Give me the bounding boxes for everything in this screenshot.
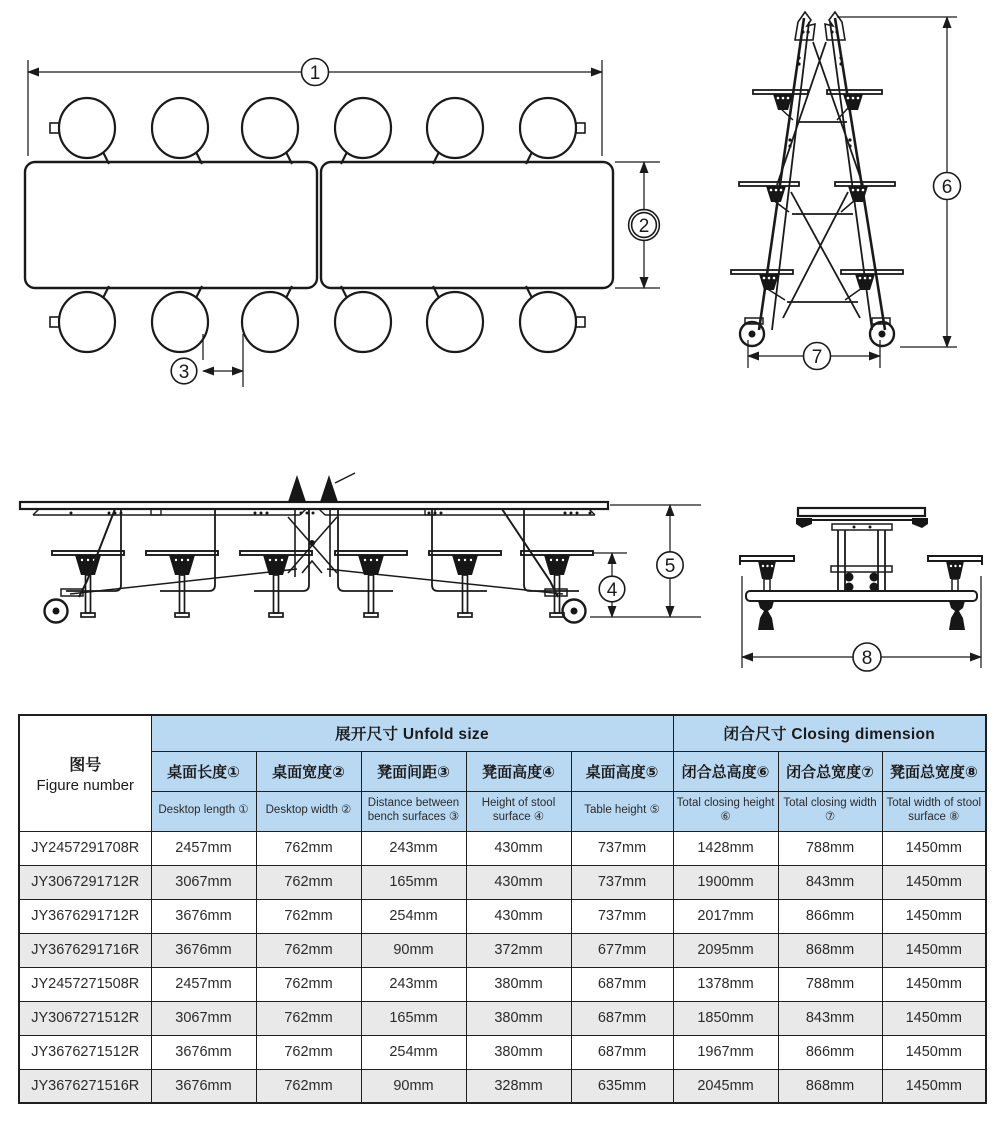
table-group-header-row — [19, 715, 986, 751]
table-row — [19, 967, 986, 1001]
col-header-zh: 桌面高度⑤ — [571, 751, 673, 791]
col-header-en: Total closing width ⑦ — [778, 791, 882, 831]
spec-cell: 1450mm — [882, 967, 986, 1001]
spec-cell: 3067mm — [151, 865, 256, 899]
svg-text:1: 1 — [309, 63, 321, 84]
figure-number-header — [19, 715, 151, 831]
plan-view-drawing — [10, 38, 670, 403]
col-header-en: Desktop length ① — [151, 791, 256, 831]
spec-cell: 762mm — [256, 1001, 361, 1035]
spec-cell: 1450mm — [882, 1001, 986, 1035]
spec-cell: 1450mm — [882, 899, 986, 933]
tabletop-molding — [796, 518, 928, 530]
figure-number-cell: JY3676271516R — [19, 1069, 151, 1103]
spec-cell: 843mm — [778, 865, 882, 899]
spec-cell: 254mm — [361, 1035, 466, 1069]
svg-text:5: 5 — [664, 556, 676, 577]
col-header-zh: 闭合总高度⑥ — [673, 751, 778, 791]
spec-cell: 3676mm — [151, 899, 256, 933]
table-en-header-row — [19, 791, 986, 831]
tabletop-left-plan — [25, 162, 317, 288]
table-row — [19, 899, 986, 933]
spec-cell: 2457mm — [151, 967, 256, 1001]
folded-view-drawing — [695, 0, 1000, 400]
spec-cell: 3676mm — [151, 1035, 256, 1069]
callout-2 — [629, 210, 660, 241]
closing-dimension-group-header: 闭合尺寸 Closing dimension — [673, 715, 986, 751]
table-row — [19, 933, 986, 967]
col-header-en: Total width of stool surface ⑧ — [882, 791, 986, 831]
spec-cell: 843mm — [778, 1001, 882, 1035]
col-header-en: Total closing height ⑥ — [673, 791, 778, 831]
figure-number-cell: JY3676291712R — [19, 899, 151, 933]
table-row — [19, 1035, 986, 1069]
spec-cell: 1900mm — [673, 865, 778, 899]
spec-cell: 1850mm — [673, 1001, 778, 1035]
spec-cell: 1428mm — [673, 831, 778, 865]
spec-cell: 762mm — [256, 831, 361, 865]
spec-cell: 788mm — [778, 831, 882, 865]
svg-text:8: 8 — [861, 648, 873, 669]
callout-3 — [171, 358, 197, 384]
col-header-en: Table height ⑤ — [571, 791, 673, 831]
unfold-size-group-header: 展开尺寸 Unfold size — [151, 715, 673, 751]
col-header-en: Height of stool surface ④ — [466, 791, 571, 831]
col-header-zh: 闭合总宽度⑦ — [778, 751, 882, 791]
col-header-zh: 凳面间距③ — [361, 751, 466, 791]
spec-cell: 254mm — [361, 899, 466, 933]
figure-number-cell: JY3067271512R — [19, 1001, 151, 1035]
col-header-zh: 凳面高度④ — [466, 751, 571, 791]
tabletop-side — [20, 502, 608, 509]
spec-cell: 635mm — [571, 1069, 673, 1103]
spec-cell: 2045mm — [673, 1069, 778, 1103]
spec-cell: 380mm — [466, 967, 571, 1001]
spec-cell: 165mm — [361, 865, 466, 899]
spec-cell: 2095mm — [673, 933, 778, 967]
spec-cell: 868mm — [778, 1069, 882, 1103]
col-header-zh: 桌面长度① — [151, 751, 256, 791]
svg-text:4: 4 — [606, 580, 618, 601]
table-row — [19, 831, 986, 865]
svg-text:2: 2 — [638, 216, 650, 237]
end-view-drawing — [728, 478, 1000, 688]
col-header-en: Distance between bench surfaces ③ — [361, 791, 466, 831]
tabletop-right-plan — [321, 162, 613, 288]
spec-table — [18, 714, 987, 1104]
spec-cell: 687mm — [571, 967, 673, 1001]
spec-cell: 328mm — [466, 1069, 571, 1103]
spec-cell: 866mm — [778, 899, 882, 933]
spec-cell: 2017mm — [673, 899, 778, 933]
spec-cell: 762mm — [256, 1035, 361, 1069]
spec-cell: 243mm — [361, 831, 466, 865]
figure-number-cell: JY3676291716R — [19, 933, 151, 967]
spec-cell: 430mm — [466, 899, 571, 933]
dimension-stool-height — [593, 553, 627, 617]
figure-number-cell: JY3676271512R — [19, 1035, 151, 1069]
cantilever-beam — [746, 591, 977, 601]
col-header-en: Desktop width ② — [256, 791, 361, 831]
table-row — [19, 865, 986, 899]
svg-text:3: 3 — [178, 362, 190, 383]
figure-number-cell: JY3067291712R — [19, 865, 151, 899]
spec-cell: 380mm — [466, 1001, 571, 1035]
figure-number-header-zh: 图号 — [69, 757, 102, 775]
spec-cell: 90mm — [361, 1069, 466, 1103]
spec-cell: 866mm — [778, 1035, 882, 1069]
spec-cell: 90mm — [361, 933, 466, 967]
spec-cell: 1967mm — [673, 1035, 778, 1069]
spec-cell: 1450mm — [882, 933, 986, 967]
spec-cell: 430mm — [466, 865, 571, 899]
spec-cell: 165mm — [361, 1001, 466, 1035]
dimension-closing-width — [748, 340, 880, 370]
spec-cell: 380mm — [466, 1035, 571, 1069]
spec-cell: 1450mm — [882, 831, 986, 865]
stools-end — [740, 556, 982, 591]
spec-cell: 1450mm — [882, 1035, 986, 1069]
spec-cell: 737mm — [571, 831, 673, 865]
spec-cell: 372mm — [466, 933, 571, 967]
spec-cell: 1378mm — [673, 967, 778, 1001]
spec-cell: 3676mm — [151, 933, 256, 967]
table-zh-header-row — [19, 751, 986, 791]
pedestal-columns — [831, 530, 892, 591]
spec-cell: 430mm — [466, 831, 571, 865]
center-fold-mechanism — [288, 473, 355, 577]
side-view-drawing — [5, 465, 705, 665]
spec-cell: 762mm — [256, 1069, 361, 1103]
table-row — [19, 1001, 986, 1035]
spec-cell: 2457mm — [151, 831, 256, 865]
spec-cell: 868mm — [778, 933, 882, 967]
feet-end — [758, 601, 965, 630]
tabletop-end — [798, 508, 925, 516]
spec-cell: 788mm — [778, 967, 882, 1001]
spec-cell: 1450mm — [882, 1069, 986, 1103]
spec-cell: 687mm — [571, 1035, 673, 1069]
svg-text:7: 7 — [811, 347, 823, 368]
figure-number-header-en: Figure number — [36, 777, 135, 795]
pedestal-knobs — [845, 573, 879, 592]
col-header-zh: 桌面宽度② — [256, 751, 361, 791]
spec-cell: 243mm — [361, 967, 466, 1001]
figure-number-cell: JY2457271508R — [19, 967, 151, 1001]
spec-cell: 3676mm — [151, 1069, 256, 1103]
spec-cell: 737mm — [571, 865, 673, 899]
figure-number-cell: JY2457291708R — [19, 831, 151, 865]
spec-cell: 1450mm — [882, 865, 986, 899]
spec-cell: 687mm — [571, 1001, 673, 1035]
callout-1 — [302, 59, 329, 86]
spec-cell: 762mm — [256, 865, 361, 899]
table-row — [19, 1069, 986, 1103]
spec-cell: 762mm — [256, 967, 361, 1001]
dimension-bench-gap — [203, 334, 243, 387]
spec-cell: 737mm — [571, 899, 673, 933]
support-rails — [70, 569, 563, 594]
svg-text:6: 6 — [941, 177, 953, 198]
col-header-zh: 凳面总宽度⑧ — [882, 751, 986, 791]
spec-cell: 762mm — [256, 899, 361, 933]
spec-cell: 677mm — [571, 933, 673, 967]
spec-cell: 3067mm — [151, 1001, 256, 1035]
spec-cell: 762mm — [256, 933, 361, 967]
